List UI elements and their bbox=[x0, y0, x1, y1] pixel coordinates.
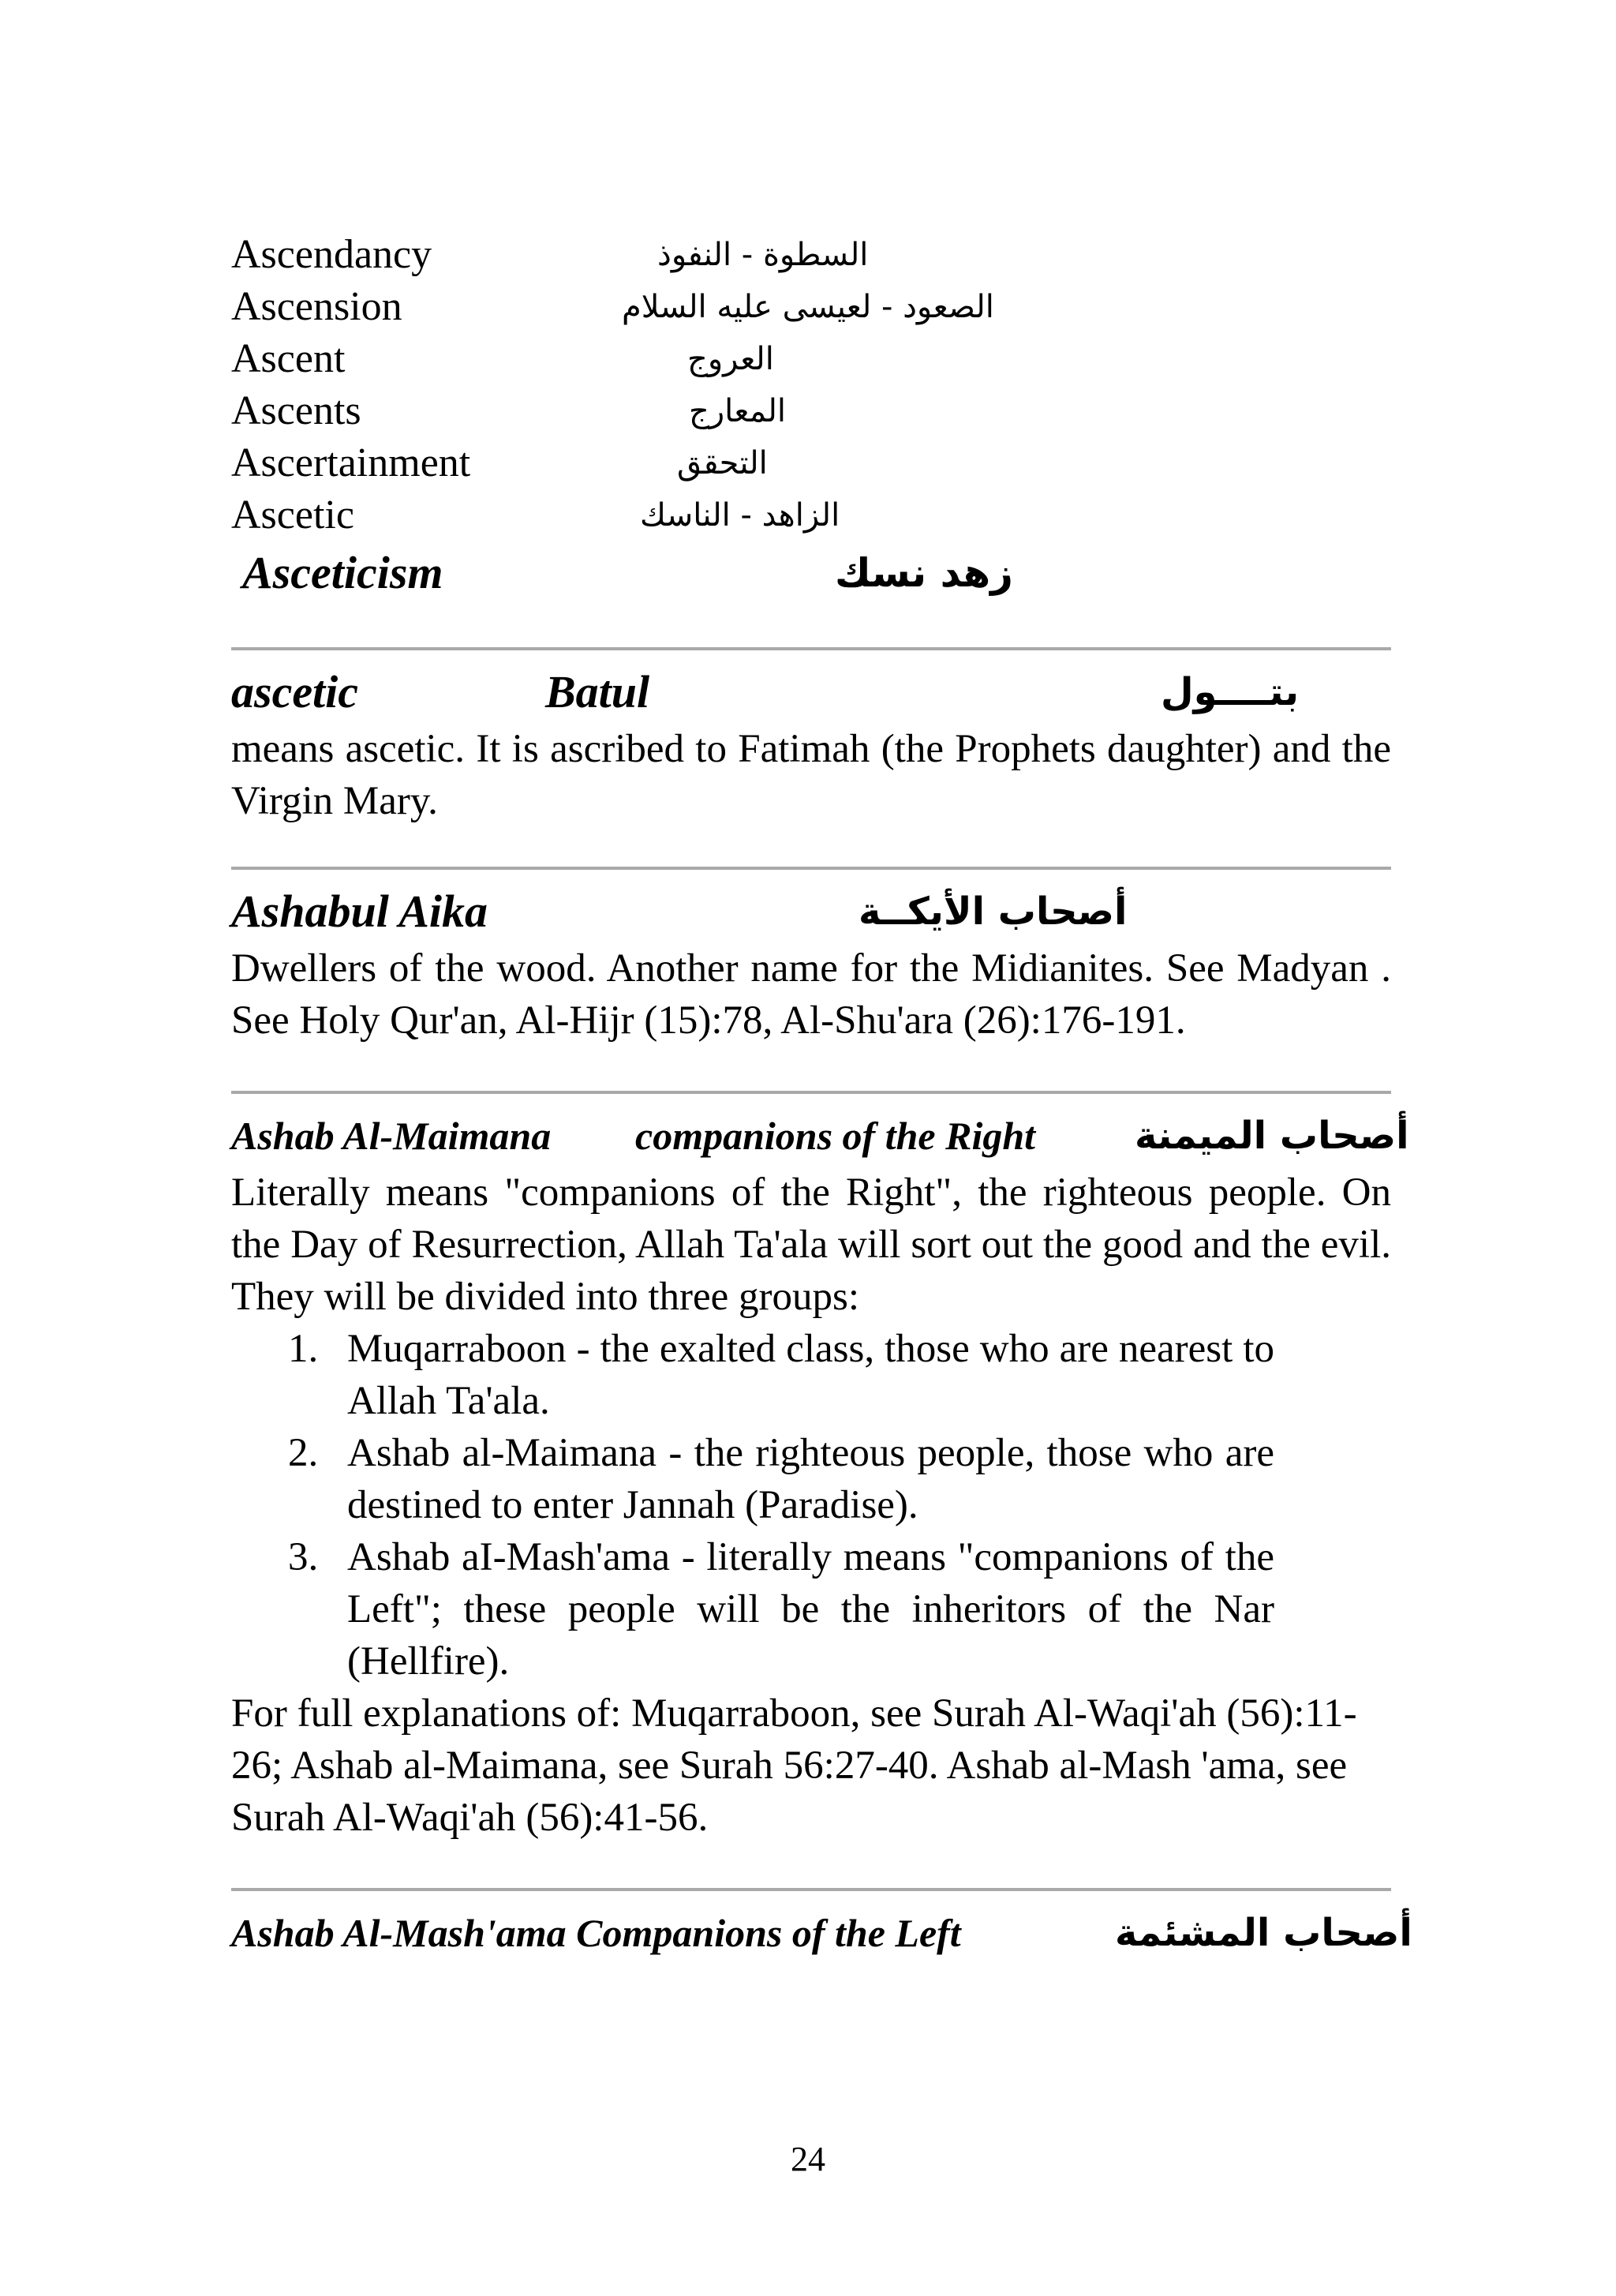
glossary-arabic: التحقق bbox=[677, 445, 768, 481]
list-item bbox=[231, 1427, 1390, 1531]
entry-arabic: أصحاب الميمنة bbox=[1135, 1114, 1409, 1158]
section-divider bbox=[231, 867, 1391, 870]
page-content bbox=[231, 229, 1412, 1964]
entry-heading bbox=[231, 1902, 1412, 1964]
glossary-term: Ascertainment bbox=[231, 440, 471, 485]
list-text: Ashab al-Maimana - the righteous people, those who are destined to enter Jannah (Paradise). bbox=[347, 1431, 1274, 1527]
entry-body: means ascetic. It is ascribed to Fatimah (the Prophets daughter) and the Virgin Mary. bbox=[231, 727, 1391, 823]
entry-heading bbox=[231, 661, 1391, 723]
glossary-row bbox=[231, 385, 1391, 437]
entry-body: Literally means "companions of the Right", the righteous people. On the Day of Resurrection, Allah Ta'ala will sort out the good and the evil. They will be divided into three groups: bbox=[231, 1170, 1391, 1319]
glossary-row bbox=[231, 229, 1391, 281]
glossary-term: Ascendancy bbox=[231, 232, 432, 277]
list-text: Muqarraboon - the exalted class, those who are nearest to Allah Ta'ala. bbox=[347, 1327, 1274, 1423]
section-divider bbox=[231, 1091, 1391, 1094]
glossary-term: Asceticism bbox=[242, 547, 443, 598]
list-number: 3. bbox=[288, 1535, 319, 1579]
entry-ashab-al-mashama bbox=[231, 1902, 1412, 1964]
glossary-list bbox=[231, 229, 1391, 605]
glossary-term: Ascension bbox=[231, 284, 402, 329]
entry-footnote: For full explanations of: Muqarraboon, see Surah Al-Waqi'ah (56):11-26; Ashab al-Maimana, see Surah 56:27-40. Ashab al-Mash 'ama, see Surah Al-Waqi'ah (56):41-56. bbox=[231, 1691, 1357, 1840]
entry-body: Dwellers of the wood. Another name for the Midianites. See Madyan . See Holy Qur'an, Al-Hijr (15):78, Al-Shu'ara (26):176-191. bbox=[231, 946, 1391, 1043]
glossary-arabic: المعارج bbox=[689, 393, 787, 429]
entry-arabic: بتــــول bbox=[1161, 670, 1299, 714]
entry-batul bbox=[231, 661, 1391, 827]
glossary-term: Ascetic bbox=[231, 493, 354, 537]
glossary-term: Ascents bbox=[231, 388, 361, 433]
list-text: Ashab aI-Mash'ama - literally means "companions of the Left"; these people will be the inheritors of the Nar (Hellfire). bbox=[347, 1535, 1274, 1684]
glossary-arabic: السطوة - النفوذ bbox=[657, 237, 869, 273]
entry-ashab-al-maimana bbox=[231, 1105, 1409, 1844]
glossary-row bbox=[231, 437, 1391, 489]
group-list bbox=[231, 1323, 1391, 1687]
entry-term: Ashab Al-Mash'ama Companions of the Left bbox=[231, 1911, 961, 1955]
entry-arabic: أصحاب المشئمة bbox=[1115, 1911, 1412, 1955]
entry-term: Ashabul Aika bbox=[231, 886, 488, 937]
list-number: 1. bbox=[288, 1327, 319, 1371]
entry-ashabul-aika bbox=[231, 881, 1391, 1047]
page-number: 24 bbox=[791, 2140, 825, 2178]
glossary-arabic: العروج bbox=[687, 341, 774, 377]
section-divider bbox=[231, 647, 1391, 650]
glossary-term: Ascent bbox=[231, 336, 346, 381]
glossary-arabic: الزاهد - الناسك bbox=[640, 497, 840, 534]
glossary-row bbox=[231, 489, 1391, 541]
section-divider bbox=[231, 1888, 1391, 1891]
entry-term-secondary: companions of the Right bbox=[635, 1114, 1036, 1158]
entry-term: ascetic bbox=[231, 666, 359, 717]
list-item bbox=[231, 1531, 1390, 1687]
list-item bbox=[231, 1323, 1390, 1427]
entry-arabic: أصحاب الأيكــة bbox=[858, 890, 1128, 934]
glossary-row bbox=[231, 541, 1391, 605]
entry-heading bbox=[231, 1105, 1409, 1167]
glossary-row bbox=[231, 281, 1391, 333]
glossary-row bbox=[231, 333, 1391, 385]
list-number: 2. bbox=[288, 1431, 319, 1475]
entry-term-secondary: Batul bbox=[545, 666, 650, 717]
glossary-arabic: زهد نسك bbox=[835, 550, 1013, 596]
glossary-arabic: الصعود - لعيسى عليه السلام bbox=[622, 289, 994, 325]
entry-heading bbox=[231, 881, 1391, 942]
entry-term: Ashab Al-Maimana bbox=[231, 1114, 552, 1158]
